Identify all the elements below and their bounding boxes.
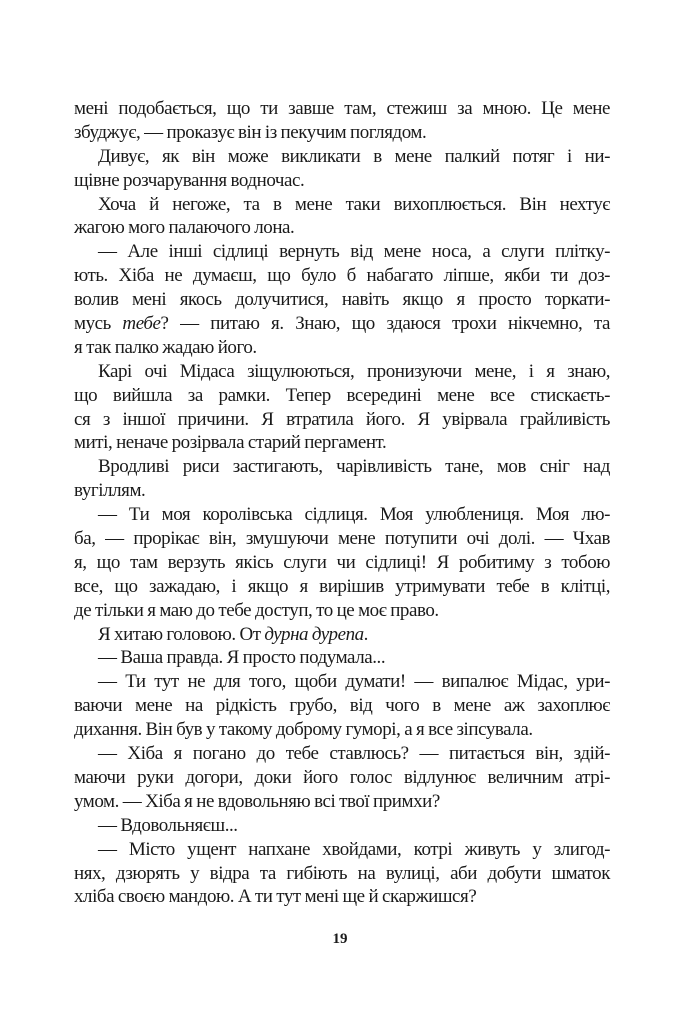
text-line: ба, — прорікає він, змушуючи мене потупити очі долі. — Чхав [74,528,610,550]
text-line: ваючи мене на рідкість грубо, від чого в мене аж захоплює [74,695,610,717]
italic-word: тебе [122,313,161,335]
text-line: ся з іншої причини. Я втратила його. Я увірвала грайливість [74,408,610,430]
text-line: — Але інші сідлиці вернуть від мене носа, а слуги плітку- [98,241,610,263]
text-line: Дивує, як він може викликати в мене палкий потяг і ни- [98,145,610,167]
text-line: умом. — Хіба я не вдовольняю всі твої примхи? [74,790,440,812]
text-line: Хоча й негоже, та в мене таки вихоплюється. Він нехтує [98,193,610,215]
text-line: — Місто ущент напхане хвойдами, котрі живуть у злигод- [98,838,610,860]
text-line: де тільки я маю до тебе доступ, то це моє право. [74,599,439,621]
text-line: вугіллям. [74,480,146,502]
text-line: збуджує, — проказує він із пекучим поглядом. [74,121,427,143]
text-line: — Ти тут не для того, щоби думати! — випалює Мідас, ури- [98,671,610,693]
italic-phrase: дурна дурепа [264,623,364,645]
text-line: мені подобається, що ти завше там, стежиш за мною. Це мене [74,98,610,119]
text-line: — Ваша правда. Я просто подумала... [98,647,386,669]
text-line: Карі очі Мідаса зіщулюються, пронизуючи мене, і я знаю, [98,360,610,382]
text-line: ють. Хіба не думаєш, що було б набагато ліпше, якби ти доз- [74,265,610,287]
text-line: — Вдовольняєш... [98,814,238,836]
text-line: жагою мого палаючого лона. [74,217,295,239]
text-line: я, що там верзуть якісь слуги чи сідлиці! Я робитиму з тобою [74,551,610,573]
text-line: я так палко жадаю його. [74,336,257,358]
text-line: хліба своєю мандою. А ти тут мені ще й скаржишся? [74,886,477,908]
body-text [74,97,610,909]
text-line: мусь тебе? — питаю я. Знаю, що здаюся трохи нікчемно, та [74,313,610,335]
text-line: нях, дзюрять у відра та гибіють на вулиці, аби добути шматок [74,862,610,884]
text-line: що вийшла за рамки. Тепер всередині мене все стискаєть- [74,384,610,406]
text-line: Вродливі риси застигають, чарівливість тане, мов сніг над [98,456,610,478]
text-line: щівне розчарування водночас. [74,169,305,191]
text-line: все, що зажадаю, і якщо я вирішив утримувати тебе в клітці, [74,575,610,597]
text-line: — Ти моя королівська сідлиця. Моя улюблениця. Моя лю- [98,504,610,526]
text-line: миті, неначе розірвала старий пергамент. [74,432,387,454]
text-line: Я хитаю головою. От дурна дурепа. [98,623,368,645]
text-line: волив мені якось долучитися, навіть якщо я просто торкати- [74,289,610,311]
text-line: маючи руки догори, доки його голос відлунює величним атрі- [74,766,610,788]
text-line: — Хіба я погано до тебе ставлюсь? — питається він, здій- [98,743,610,765]
text-line: дихання. Він був у такому доброму гуморі, а я все зіпсувала. [74,719,533,741]
page-number: 19 [332,931,348,947]
